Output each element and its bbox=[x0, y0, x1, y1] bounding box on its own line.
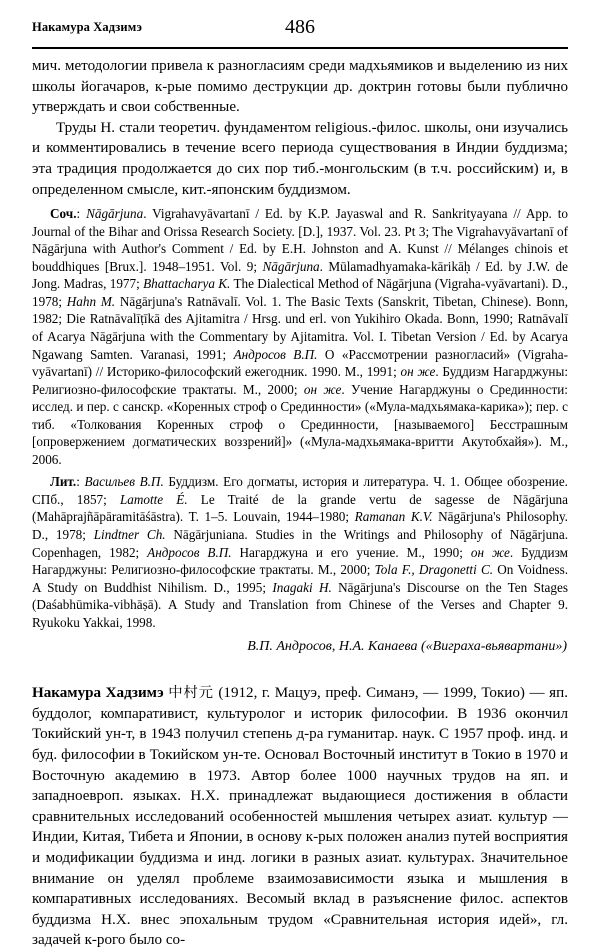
dictionary-entry-nakamura bbox=[32, 683, 568, 951]
literature-paragraph bbox=[32, 473, 568, 631]
biblio-text: Nāgārjuna's Philosophy. D., 1978; bbox=[32, 509, 568, 542]
entry-headword: Накамура Хадзимэ bbox=[32, 685, 164, 702]
biblio-text: Nāgārjuna's Discourse on the Ten Stages (Daśabhūmika-vibhāṣā). A Study and Translation from Chinese of the Verses and Chapter 9. Ryukoku Yakkai, 1998. bbox=[32, 579, 568, 630]
literature-separator: : bbox=[76, 474, 85, 490]
biblio-author: он же bbox=[303, 381, 342, 397]
biblio-text: Nāgārjuniana. Studies in the Writings and Philosophy of Nāgārjuna. Copenhagen, 1982; bbox=[32, 527, 569, 560]
biblio-text: Le Traité de la grande vertu de sagesse de Nāgārjuna (Mahāprajñāpāramitāśāstra). T. 1–5. Louvain, 1944–1980; bbox=[32, 491, 568, 525]
page-number: 486 bbox=[285, 16, 315, 38]
biblio-author: Tola F., Dragonetti C. bbox=[374, 562, 494, 578]
entry-text: (1912, г. Мацуэ, преф. Симанэ, — 1999, Токио) — яп. буддолог, компаративист, культуролог и историк философии. В 1936 окончил Токийский ун-т, в 1943 получил степень д-ра гуманитар. наук. С 1957 проф. инд. и буд. философии в Токийском ун-те. Основал Восточный институт в Токио в 1970 и Восточную академию в 1973. Автор более 1000 научных трудов на яп. и западноевроп. языках. Н.Х. принадлежат выдающиеся достижения в области сравнительных исследований особенностей мышления четырех азиат. культур — Индии, Китая, Тибета и Японии, в основу к-рых положен анализ путей восприятия и модификации буддизма и инд. логики в разных азиат. культурах. Значительное внимание он уделял проблеме взаимозависимости языка и мышления в компаративных исследованиях. Весомый вклад в разъяснение филос. аспектов буддизма Н.Х. внес эпохальным трудом «Сравнительная история идей», гл. задачей к-рого было со- bbox=[32, 685, 568, 949]
biblio-text: Нагарджуна и его учение. М., 1990; bbox=[231, 544, 471, 560]
biblio-text: Буддизм. Его догматы, история и литература. Ч. 1. Общее обозрение. СПб., 1857; bbox=[32, 474, 568, 507]
biblio-text: . Учение Нагарджуны о Срединности: исслед. и пер. с санскр. «Коренных строф о Срединности» («Мула-мадхьямака-карика»); пер. с тиб. «Толкования Коренных строф о Срединности, [называемого] Бесстрашным [опровержением догматических воззрений]» («Мула-мадхьямака-вритти Акутобхайя»). М., 2006. bbox=[32, 381, 568, 467]
header-rule bbox=[32, 47, 568, 49]
paragraph-works-theory: Труды Н. стали теоретич. фундаментом religious.-филос. школы, они изучались и комментировались в течение всего периода существования в Индии буддизма; эта традиция продолжается до сих пор тиб.-монгольским (в т.ч. российским) и, в определенном смысле, кит.-японским буддизмом. bbox=[32, 119, 568, 198]
biblio-author: Bhattacharya K. bbox=[143, 276, 231, 292]
biblio-author: Hahn M. bbox=[66, 293, 116, 309]
works-separator: : bbox=[76, 206, 87, 222]
paragraph-continuation: мич. методологии привела к разногласиям среди мадхьямиков и выделению из них школы йогачаров, к-рые помимо деструкции др. доктрин готовы были публично утверждать и свои собственные. bbox=[32, 58, 568, 116]
entry-cjk-name: 中村元 bbox=[168, 685, 214, 702]
entry-paragraph bbox=[32, 683, 568, 951]
biblio-text: . Vigrahavyāvartanī / Ed. by K.P. Jayaswal and R. Sankrityayana // App. to Journal of the Bihar and Orissa Research Society. [D.], 1937. Vol. 23. Pt 3; The Vigrahavyāvartanī of Nāgārjuna with Author's Comment / Ed. by E.H. Johnston and A. Kunst // Mélanges chinois et bouddhiques [Brux.]. 1948–1951. Vol. 9; bbox=[32, 206, 568, 274]
biblio-author: Ramanan K.V. bbox=[354, 509, 433, 525]
biblio-text: On Voidness. A Study on Buddhist Nihilism. D., 1995; bbox=[32, 562, 569, 595]
biblio-author: Lindtner Ch. bbox=[93, 527, 166, 542]
biblio-text: Nāgārjuna's Ratnāvalī. Vol. 1. The Basic Texts (Sanskrit, Tibetan, Chinese). Bonn, 1982; Die Ratnāvalīṭīkā des Ajitamitra / Hrsg. und erl. von Yukihiro Okada. Bonn, 1990; Ratnāvalī of Acarya Nāgārjuna with the Commentary by Ajitamitra. Vol. I. Tibetan Version / Ed. by Acarya Ngawang Samten. Varanasi, 1991; bbox=[32, 293, 568, 362]
biblio-text: . Mūlamadhyamaka-kārikāḥ / Ed. by J.W. de Jong. Madras, 1977; bbox=[32, 258, 569, 292]
works-paragraph bbox=[32, 205, 568, 468]
biblio-author: Nāgārjuna bbox=[86, 206, 144, 222]
works-label: Соч. bbox=[50, 206, 77, 222]
running-head-title: Накамура Хадзимэ bbox=[32, 20, 142, 34]
biblio-author: он же bbox=[470, 544, 510, 560]
biblio-author: Nāgārjuna bbox=[262, 258, 320, 274]
biblio-author: Васильев В.П. bbox=[84, 474, 164, 490]
biblio-author: Inagaki H. bbox=[272, 579, 332, 595]
biblio-text: . Буддизм Нагарджуны: Религиозно-философские трактаты. М., 2000; bbox=[32, 544, 568, 578]
works-section bbox=[32, 205, 568, 468]
literature-label: Лит. bbox=[50, 474, 77, 490]
running-head bbox=[32, 16, 568, 44]
biblio-author: Lamotte É. bbox=[119, 491, 188, 507]
literature-section bbox=[32, 473, 568, 631]
works-body bbox=[32, 206, 568, 467]
biblio-author: Андросов В.П. bbox=[233, 346, 318, 362]
biblio-author: он же bbox=[400, 364, 436, 380]
biblio-text: . Буддизм Нагарджуны: Религиозно-философские трактаты. М., 2000; bbox=[32, 364, 568, 397]
biblio-author: Андросов В.П. bbox=[147, 544, 232, 560]
literature-body bbox=[32, 474, 568, 629]
biblio-text: The Dialectical Method of Nāgārjuna (Vigraha-vyāvartani). D., 1978; bbox=[32, 276, 568, 309]
biblio-text: О «Рассмотрении разногласий» (Vigraha-vyāvartanī) // Историко-философский ежегодник. 1990. М., 1991; bbox=[32, 346, 568, 380]
main-text-block bbox=[32, 56, 568, 200]
page-body bbox=[32, 56, 568, 951]
article-attribution: В.П. Андросов, Н.А. Канаева («Виграха-вьявартани») bbox=[247, 639, 567, 655]
